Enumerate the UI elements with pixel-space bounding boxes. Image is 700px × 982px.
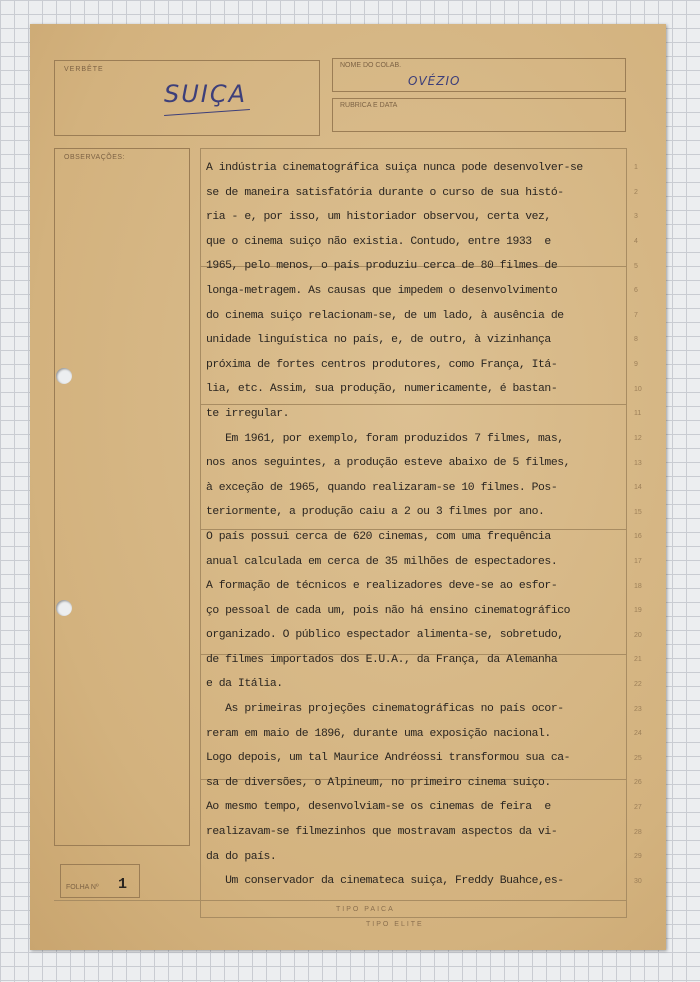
- text-bottom-rule: [54, 900, 627, 901]
- text-line: Em 1961, por exemplo, foram produzidos 7 filmes, mas,: [206, 432, 564, 445]
- punch-hole-bottom: [56, 600, 72, 616]
- line-number: 20: [634, 632, 642, 639]
- line-number: 6: [634, 287, 638, 294]
- typed-text-body: [206, 156, 636, 894]
- line-number: 22: [634, 681, 642, 688]
- line-number: 17: [634, 558, 642, 565]
- text-line: longa-metragem. As causas que impedem o desenvolvimento: [206, 284, 558, 297]
- line-number: 15: [634, 509, 642, 516]
- line-number: 8: [634, 336, 638, 343]
- text-line: O país possui cerca de 620 cinemas, com uma frequência: [206, 530, 551, 543]
- line-number: 26: [634, 779, 642, 786]
- line-number: 14: [634, 484, 642, 491]
- text-line: teriormente, a produção caiu a 2 ou 3 filmes por ano.: [206, 506, 545, 519]
- nome-colab-label: NOME DO COLAB.: [340, 62, 402, 69]
- line-number: 19: [634, 607, 642, 614]
- line-number: 7: [634, 312, 638, 319]
- text-line: anual calculada em cerca de 35 milhões de espectadores.: [206, 555, 558, 568]
- text-bottom-rule-2: [200, 917, 627, 918]
- text-line: da do país.: [206, 850, 277, 863]
- text-line: 1965, pelo menos, o país produziu cerca de 80 filmes de: [206, 260, 558, 273]
- text-line: sa de diversões, o Alpineum, no primeiro cinema suiço.: [206, 776, 551, 789]
- line-number: 1: [634, 164, 638, 171]
- line-number: 10: [634, 386, 642, 393]
- text-line: reram em maio de 1896, durante uma exposição nacional.: [206, 727, 551, 740]
- text-line: nos anos seguintes, a produção esteve abaixo de 5 filmes,: [206, 457, 570, 470]
- text-top-rule: [200, 148, 627, 149]
- line-number: 3: [634, 213, 638, 220]
- observacoes-box: [54, 148, 190, 846]
- text-line: Um conservador da cinemateca suiça, Freddy Buahce,es-: [206, 875, 564, 888]
- line-number: 16: [634, 533, 642, 540]
- text-left-border: [200, 148, 201, 918]
- line-number: 13: [634, 460, 642, 467]
- line-number: 11: [634, 410, 642, 417]
- text-line: Ao mesmo tempo, desenvolviam-se os cinemas de feira e: [206, 801, 551, 814]
- verbete-label: VERBÊTE: [64, 66, 104, 73]
- line-number: 4: [634, 238, 638, 245]
- folha-box: [60, 864, 140, 898]
- line-number: 18: [634, 583, 642, 590]
- text-line: ço pessoal de cada um, pois não há ensino cinematográfico: [206, 604, 570, 617]
- line-number: 28: [634, 829, 642, 836]
- text-line: e da Itália.: [206, 678, 283, 691]
- line-number: 12: [634, 435, 642, 442]
- nome-colab-value: OVÉZIO: [408, 74, 461, 88]
- footer-tipo-elite: TIPO ELITE: [366, 921, 424, 928]
- text-line: se de maneira satisfatória durante o curso de sua histó-: [206, 186, 564, 199]
- folha-label: FOLHA Nº: [66, 884, 99, 891]
- line-number: 9: [634, 361, 638, 368]
- text-line: lia, etc. Assim, sua produção, numericamente, é bastan-: [206, 383, 558, 396]
- rubrica-label: RUBRICA E DATA: [340, 102, 398, 109]
- text-line: do cinema suiço relacionam-se, de um lado, à ausência de: [206, 309, 564, 322]
- text-line: Logo depois, um tal Maurice Andréossi transformou sua ca-: [206, 752, 570, 765]
- line-number: 21: [634, 656, 642, 663]
- footer-tipo-paica: TIPO PAICA: [336, 906, 395, 913]
- line-number: 25: [634, 755, 642, 762]
- document-sheet: [30, 24, 666, 950]
- text-line: organizado. O público espectador alimenta-se, sobretudo,: [206, 629, 564, 642]
- text-line: A indústria cinematográfica suiça nunca pode desenvolver-se: [206, 162, 583, 174]
- text-line: te irregular.: [206, 407, 290, 420]
- folha-number: 1: [118, 876, 128, 893]
- line-number: 5: [634, 263, 638, 270]
- observacoes-label: OBSERVAÇÕES:: [64, 154, 125, 161]
- text-line: de filmes importados dos E.U.A., da França, da Alemanha: [206, 653, 558, 666]
- line-number: 23: [634, 706, 642, 713]
- line-number: 30: [634, 878, 642, 885]
- line-number: 27: [634, 804, 642, 811]
- text-line: próxima de fortes centros produtores, como França, Itá-: [206, 358, 558, 371]
- text-line: As primeiras projeções cinematográficas no país ocor-: [206, 703, 564, 716]
- line-number: 29: [634, 853, 642, 860]
- text-line: realizavam-se filmezinhos que mostravam aspectos da vi-: [206, 826, 558, 839]
- text-line: A formação de técnicos e realizadores deve-se ao esfor-: [206, 580, 558, 593]
- text-line: unidade linguística no país, e, de outro, à vizinhança: [206, 334, 551, 347]
- line-number: 2: [634, 189, 638, 196]
- text-line: à exceção de 1965, quando realizaram-se 10 filmes. Pos-: [206, 481, 558, 494]
- text-line: ria - e, por isso, um historiador observou, certa vez,: [206, 211, 551, 224]
- punch-hole-top: [56, 368, 72, 384]
- verbete-value: SUIÇA: [164, 80, 248, 108]
- text-line: que o cinema suiço não existia. Contudo, entre 1933 e: [206, 235, 551, 248]
- line-number: 24: [634, 730, 642, 737]
